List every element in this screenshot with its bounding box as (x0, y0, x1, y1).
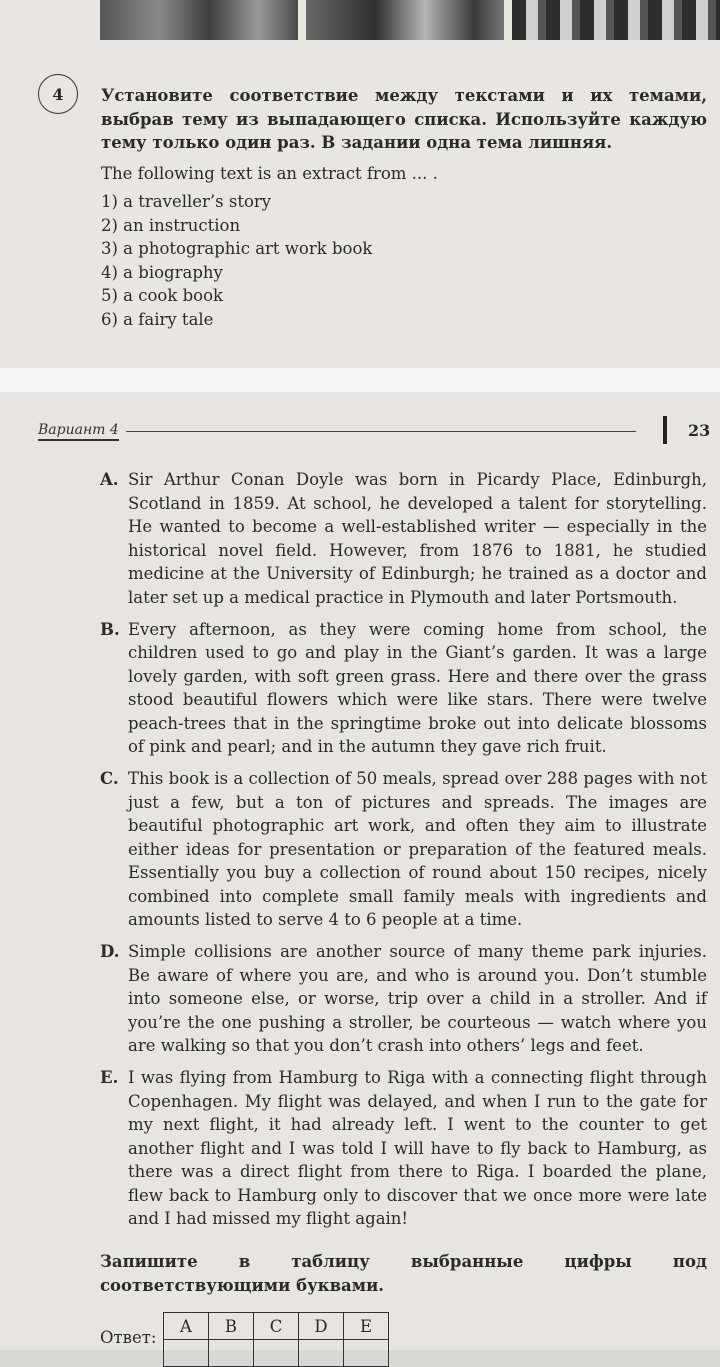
task-number-badge: 4 (38, 74, 78, 114)
text-c (100, 767, 707, 932)
answer-cell[interactable] (299, 1340, 344, 1367)
task-instruction: Установите соответствие между текстами и их темами, выбрав тему из выпадающего списка. Используйте каждую тему только один раз. В задании одна тема лишняя. (101, 86, 707, 152)
answer-input-row (164, 1340, 389, 1367)
answer-column-header: E (344, 1313, 389, 1340)
answer-cell[interactable] (164, 1340, 209, 1367)
text-b (100, 618, 707, 759)
text-letter: A. (100, 470, 119, 489)
option-item: 6) a fairy tale (101, 309, 214, 329)
page-gap (0, 368, 720, 392)
text-body: I was flying from Hamburg to Riga with a connecting flight through Copenhagen. My flight was delayed, and when I run to the gate for my next flight, it had already left. I went to the counter to get another flight and I was told I will have to fly back to Hamburg, as there was a direct flight from there to Riga. I boarded the plane, flew back to Hamburg only to discover that we once more were late and I had missed my flight again! (128, 1068, 707, 1228)
text-body: This book is a collection of 50 meals, spread over 288 pages with not just a few, but a ton of pictures and spreads. The images are beautiful photographic art work, and often they aim to illustrate either ideas for presentation or preparation of the featured meals. Essentially you buy a collection of round about 150 recipes, nicely combined into complete small family meals with ingredients and amounts listed to serve 4 to 6 people at a time. (128, 769, 707, 929)
answer-cell[interactable] (254, 1340, 299, 1367)
text-letter: C. (100, 769, 119, 788)
answer-header-row (164, 1313, 389, 1340)
option-item: 1) a traveller’s story (101, 192, 272, 211)
previous-page (0, 0, 720, 368)
answer-column-header: C (254, 1313, 299, 1340)
answer-cell[interactable] (209, 1340, 254, 1367)
options-list (101, 190, 372, 331)
text-body: Simple collisions are another source of many theme park injuries. Be aware of where you are, and who is around you. Don’t stumble into someone else, or worse, trip over a child in a stroller. And if you’re the one pushing a stroller, be courteous — watch where you are walking so that you don’t crash into others’ legs and feet. (128, 942, 707, 1055)
option-item: 5) a cook book (101, 286, 224, 305)
photo-strip (100, 0, 720, 40)
text-d (100, 940, 707, 1058)
option-item: 4) a biography (101, 262, 223, 282)
photo-1 (100, 0, 298, 40)
option-item: 2) an instruction (101, 215, 241, 235)
text-letter: D. (100, 942, 120, 961)
texts-list (100, 468, 707, 1239)
answer-column-header: D (299, 1313, 344, 1340)
text-e (100, 1066, 707, 1231)
answer-cell[interactable] (344, 1340, 389, 1367)
answer-instruction: Запишите в таблицу выбранные цифры под соответствующими буквами. (100, 1252, 707, 1295)
photo-3 (512, 0, 720, 40)
answer-column-header: B (209, 1313, 254, 1340)
header-rule (126, 431, 636, 432)
current-page (0, 392, 720, 1350)
header-bar (663, 416, 667, 444)
text-body: Every afternoon, as they were coming home from school, the children used to go and play in the Giant’s garden. It was a large lovely garden, with soft green grass. Here and there over the grass stood beautiful flowers which were like stars. There were twelve peach-trees that in the springtime broke out into delicate blossoms of pink and pearl; and in the autumn they gave rich fruit. (128, 619, 707, 756)
variant-label: Вариант 4 (38, 422, 119, 441)
task-lead: The following text is an extract from ... . (101, 164, 438, 183)
answer-table (163, 1312, 389, 1367)
text-body: Sir Arthur Conan Doyle was born in Picardy Place, Edinburgh, Scotland in 1859. At school, he developed a talent for storytelling. He wanted to become a well-established writer — especially in the historical novel field. However, from 1876 to 1881, he studied medicine at the University of Edinburgh; he trained as a doctor and later set up a medical practice in Plymouth and later Portsmouth. (128, 470, 707, 607)
page-number: 23 (688, 421, 711, 440)
text-letter: E. (100, 1068, 119, 1087)
answer-column-header: A (164, 1313, 209, 1340)
answer-label: Ответ: (100, 1328, 157, 1347)
text-a (100, 468, 707, 609)
text-letter: B. (100, 619, 120, 639)
option-item: 3) a photographic art work book (101, 239, 373, 258)
photo-2 (306, 0, 504, 40)
